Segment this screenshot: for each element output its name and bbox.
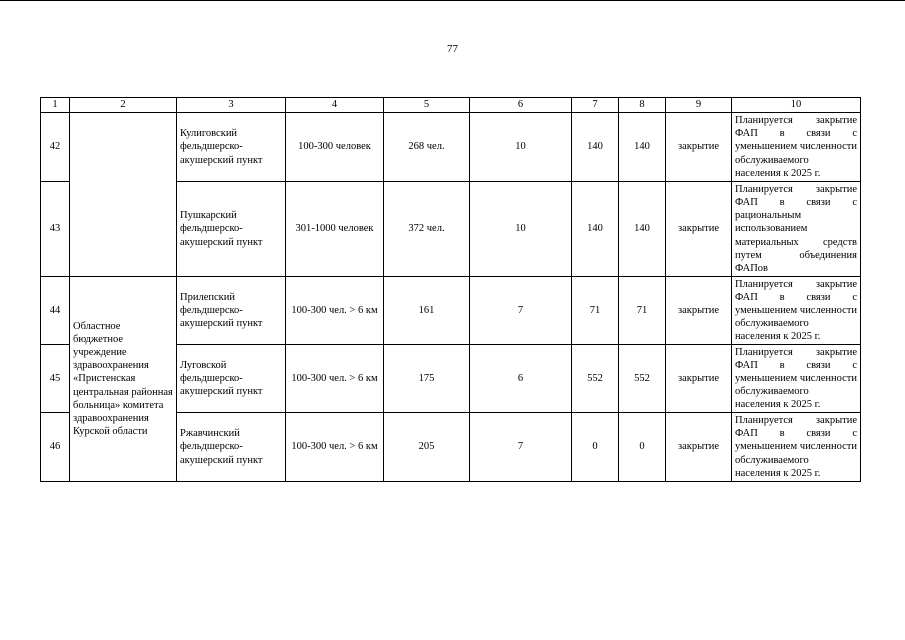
page-number: 77 bbox=[447, 43, 458, 55]
column-7-value: 140 bbox=[572, 182, 619, 277]
column-header: 7 bbox=[572, 98, 619, 113]
column-header: 3 bbox=[177, 98, 286, 113]
institution-name: Прилепский фельдшерско-акушерский пункт bbox=[177, 277, 286, 345]
column-7-value: 140 bbox=[572, 113, 619, 182]
column-6-value: 7 bbox=[470, 277, 572, 345]
population-range: 100-300 чел. > 6 км bbox=[286, 345, 384, 413]
note-text: Планируется закрытие ФАП в связи с уменьшением численности обслуживаемого населения к 2025 г. bbox=[732, 277, 861, 345]
organization-cell-empty bbox=[70, 113, 177, 277]
column-8-value: 140 bbox=[619, 182, 666, 277]
column-6-value: 7 bbox=[470, 413, 572, 482]
column-8-value: 552 bbox=[619, 345, 666, 413]
note-text: Планируется закрытие ФАП в связи с уменьшением численности обслуживаемого населения к 2025 г. bbox=[732, 113, 861, 182]
column-header: 2 bbox=[70, 98, 177, 113]
column-header: 10 bbox=[732, 98, 861, 113]
row-number: 45 bbox=[41, 345, 70, 413]
row-number: 44 bbox=[41, 277, 70, 345]
institution-name: Луговской фельдшерско-акушерский пункт bbox=[177, 345, 286, 413]
top-border-line bbox=[0, 0, 905, 1]
column-8-value: 140 bbox=[619, 113, 666, 182]
population-count: 161 bbox=[384, 277, 470, 345]
column-header: 6 bbox=[470, 98, 572, 113]
column-7-value: 0 bbox=[572, 413, 619, 482]
column-header: 5 bbox=[384, 98, 470, 113]
column-8-value: 71 bbox=[619, 277, 666, 345]
row-number: 46 bbox=[41, 413, 70, 482]
population-range: 100-300 человек bbox=[286, 113, 384, 182]
column-header: 9 bbox=[666, 98, 732, 113]
table-row bbox=[41, 113, 861, 182]
population-count: 268 чел. bbox=[384, 113, 470, 182]
column-header: 1 bbox=[41, 98, 70, 113]
column-header: 4 bbox=[286, 98, 384, 113]
population-count: 205 bbox=[384, 413, 470, 482]
note-text: Планируется закрытие ФАП в связи с рациональным использованием материальных средств путем объединения ФАПов bbox=[732, 182, 861, 277]
column-6-value: 10 bbox=[470, 182, 572, 277]
column-7-value: 552 bbox=[572, 345, 619, 413]
action-value: закрытие bbox=[666, 182, 732, 277]
population-range: 301-1000 человек bbox=[286, 182, 384, 277]
action-value: закрытие bbox=[666, 113, 732, 182]
row-number: 42 bbox=[41, 113, 70, 182]
table-row bbox=[41, 277, 861, 345]
column-8-value: 0 bbox=[619, 413, 666, 482]
table-header-row bbox=[41, 98, 861, 113]
column-7-value: 71 bbox=[572, 277, 619, 345]
institution-name: Ржавчинский фельдшерско-акушерский пункт bbox=[177, 413, 286, 482]
institution-name: Кулиговский фельдшерско-акушерский пункт bbox=[177, 113, 286, 182]
action-value: закрытие bbox=[666, 345, 732, 413]
action-value: закрытие bbox=[666, 277, 732, 345]
population-range: 100-300 чел. > 6 км bbox=[286, 277, 384, 345]
population-count: 372 чел. bbox=[384, 182, 470, 277]
institution-name: Пушкарский фельдшерско-акушерский пункт bbox=[177, 182, 286, 277]
population-count: 175 bbox=[384, 345, 470, 413]
note-text: Планируется закрытие ФАП в связи с уменьшением численности обслуживаемого населения к 2025 г. bbox=[732, 413, 861, 482]
note-text: Планируется закрытие ФАП в связи с уменьшением численности обслуживаемого населения к 2025 г. bbox=[732, 345, 861, 413]
action-value: закрытие bbox=[666, 413, 732, 482]
organization-name: Областное бюджетное учреждение здравоохранения «Пристенская центральная районная больница» комитета здравоохранения Курской области bbox=[70, 277, 177, 482]
column-6-value: 10 bbox=[470, 113, 572, 182]
facilities-table bbox=[40, 97, 861, 482]
population-range: 100-300 чел. > 6 км bbox=[286, 413, 384, 482]
column-6-value: 6 bbox=[470, 345, 572, 413]
row-number: 43 bbox=[41, 182, 70, 277]
column-header: 8 bbox=[619, 98, 666, 113]
